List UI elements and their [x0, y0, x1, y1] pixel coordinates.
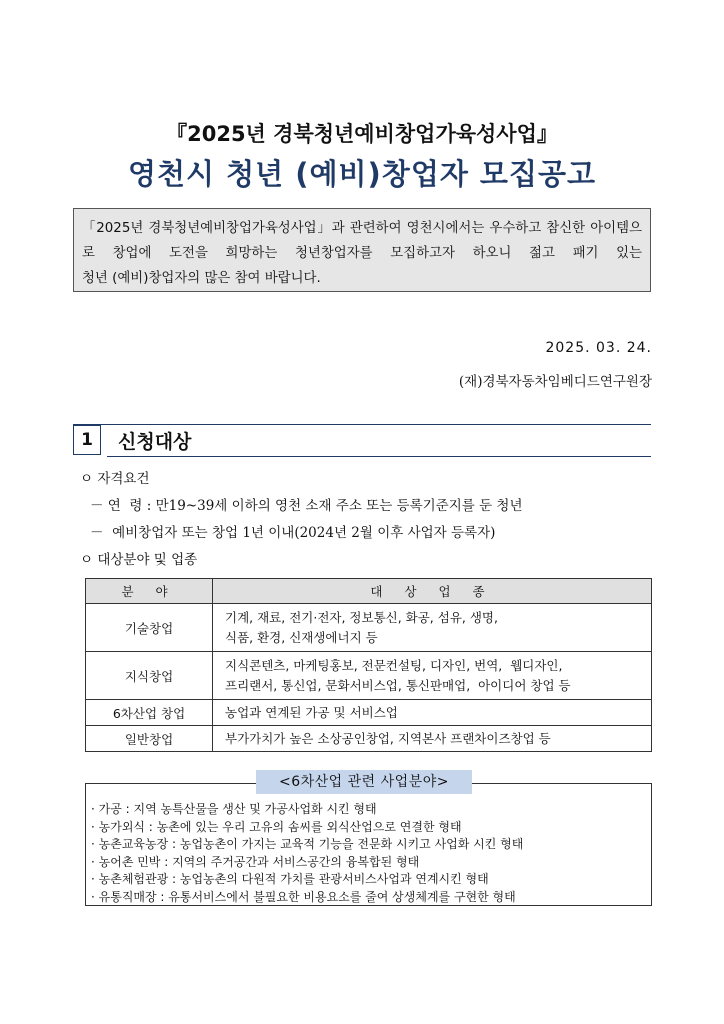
section-number: 1 [73, 425, 101, 455]
issuing-organization: (재)경북자동차임베디드연구원장 [458, 374, 652, 390]
header-field: 분 야 [86, 579, 213, 604]
document-subtitle: 영천시 청년 (예비)창업자 모집공고 [128, 157, 596, 191]
row-description-line: 부가가치가 높은 소상공인창업, 지역본사 프랜차이즈창업 등 [225, 730, 551, 746]
row-description [213, 604, 652, 652]
qualification-heading: ㅇ 자격요건 [80, 471, 150, 487]
startup-requirement: － 예비창업자 또는 창업 1년 이내(2024년 2월 이후 사업자 등록자) [90, 525, 496, 541]
table-row [86, 700, 652, 726]
row-description-line: 지식콘텐츠, 마케팅홍보, 전문컨설팅, 디자인, 번역, 웹디자인, [225, 657, 563, 673]
header-industry: 대 상 업 종 [213, 579, 652, 604]
intro-line-2: 아이템으로 창업에 도전을 희망하는 청년창업자를 모집하고자 하오니 젊고 패기 있는 [82, 221, 642, 261]
row-category: 일반창업 [86, 726, 213, 752]
table-header-row [86, 579, 652, 604]
list-item: · 농촌교육농장 : 농업농촌이 가지는 교육적 기능을 전문화 시키고 사업화 시킨 형태 [91, 837, 524, 852]
list-item: · 농어촌 민박 : 지역의 주거공간과 서비스공간의 융복합된 형태 [91, 854, 420, 869]
sixth-industry-box [85, 783, 652, 906]
row-description-line: 식품, 환경, 신재생에너지 등 [225, 629, 378, 645]
list-item: · 농촌체험관광 : 농업농촌의 다원적 가치를 관광서비스사업과 연계시킨 형태 [91, 872, 489, 887]
row-category: 기술창업 [86, 604, 213, 652]
age-requirement: － 연 령 : 만19~39세 이하의 영천 소재 주소 또는 등록기준지를 둔 청년 [90, 498, 523, 514]
row-category: 지식창업 [86, 652, 213, 700]
row-description [213, 700, 652, 726]
section-title: 신청대상 [118, 431, 192, 453]
intro-line-1: 「2025년 경북청년예비창업가육성사업」과 관련하여 영천시에서는 우수하고 참신한 [82, 221, 586, 236]
fields-heading: ㅇ 대상분야 및 업종 [80, 552, 198, 568]
row-description [213, 652, 652, 700]
document-title: 『2025년 경북청년예비창업가육성사업』 [166, 122, 558, 146]
sixth-industry-title: <6차산업 관련 사업분야> [256, 770, 472, 794]
table-row [86, 604, 652, 652]
table-row [86, 726, 652, 752]
intro-line-3: 청년 (예비)창업자의 많은 참여 바랍니다. [82, 271, 321, 286]
intro-box [73, 208, 651, 292]
list-item: · 가공 : 지역 농특산물을 생산 및 가공사업화 시킨 형태 [91, 802, 377, 816]
business-fields-table [85, 578, 652, 752]
row-description [213, 726, 652, 752]
row-description-line: 농업과 연계된 가공 및 서비스업 [225, 704, 398, 720]
row-description-line: 프리랜서, 통신업, 문화서비스업, 통신판매업, 아이디어 창업 등 [225, 677, 571, 693]
issue-date: 2025. 03. 24. [545, 340, 652, 356]
section-rule-top [73, 424, 651, 425]
list-item: · 유통직매장 : 유통서비스에서 불필요한 비용요소를 줄여 상생체계를 구현한 형태 [91, 889, 516, 904]
table-row [86, 652, 652, 700]
row-category: 6차산업 창업 [86, 700, 213, 726]
list-item: · 농가외식 : 농촌에 있는 우리 고유의 솜씨를 외식산업으로 연결한 형태 [91, 819, 462, 834]
section-rule-bottom [107, 456, 651, 457]
row-description-line: 기계, 재료, 전기·전자, 정보통신, 화공, 섬유, 생명, [225, 609, 498, 625]
